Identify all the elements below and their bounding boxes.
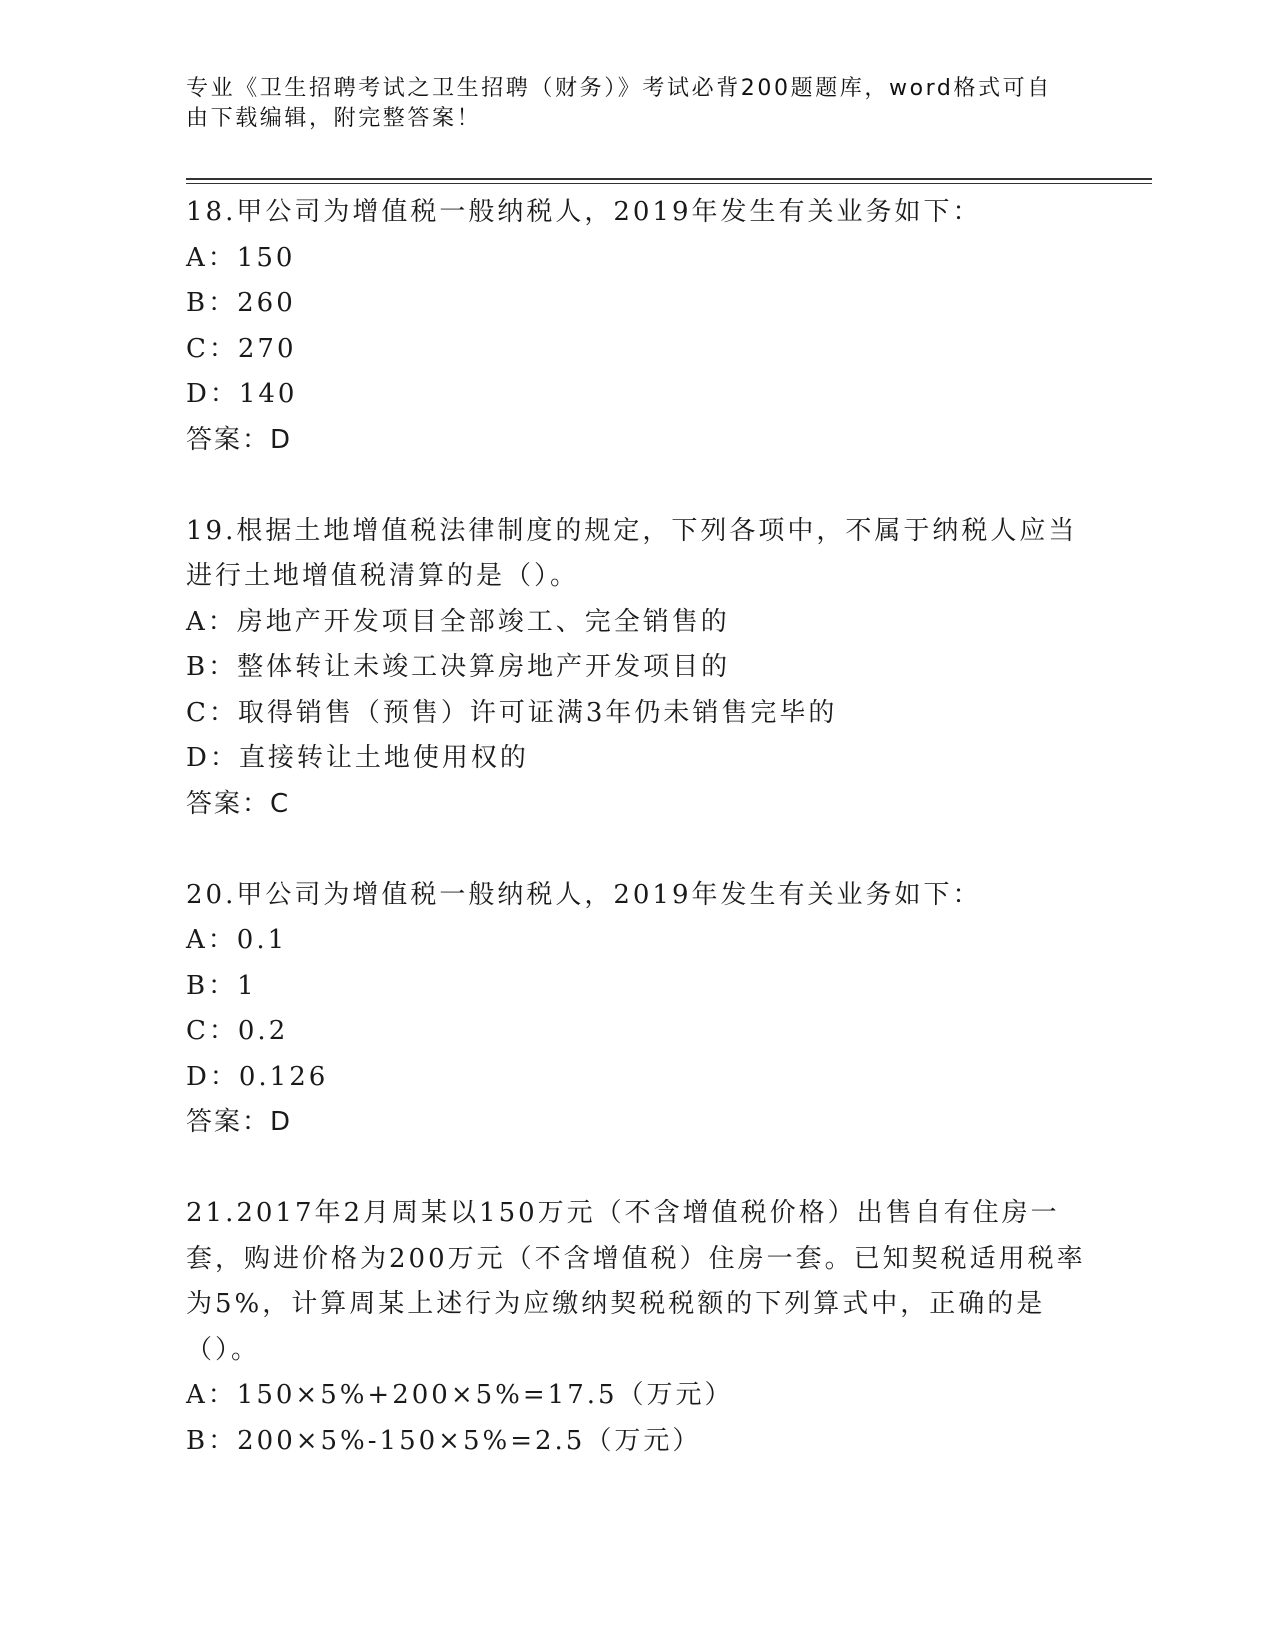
option-c: C：270	[186, 333, 297, 364]
option-a: A：150×5%+200×5%=17.5（万元）	[186, 1380, 734, 1410]
answer-label: 答案：C	[186, 788, 291, 819]
option-c: C：0.2	[186, 1016, 289, 1046]
question-stem: 18.甲公司为增值税一般纳税人，2019年发生有关业务如下：	[186, 197, 982, 227]
option-d: D：140	[186, 379, 298, 409]
option-a: A：房地产开发项目全部竣工、完全销售的	[186, 606, 730, 637]
question-list	[186, 190, 1086, 1464]
option-b: B：整体转让未竣工决算房地产开发项目的	[186, 652, 731, 682]
option-a: A：150	[186, 242, 296, 273]
option-d: D：直接转让土地使用权的	[186, 743, 529, 773]
option-b: B：1	[186, 970, 257, 1001]
question-21	[186, 1191, 1086, 1464]
header-divider-thick	[186, 178, 1152, 180]
answer-label: 答案：D	[186, 424, 293, 455]
answer-label: 答案：D	[186, 1107, 293, 1137]
question-stem: 19.根据土地增值税法律制度的规定，下列各项中，不属于纳税人应当进行土地增值税清算的是（）。	[186, 515, 1078, 591]
option-b: B：200×5%-150×5%=2.5（万元）	[186, 1425, 702, 1456]
option-c: C：取得销售（预售）许可证满3年仍未销售完毕的	[186, 697, 838, 728]
option-b: B：260	[186, 288, 296, 318]
question-spacer	[186, 463, 1086, 509]
question-stem: 20.甲公司为增值税一般纳税人，2019年发生有关业务如下：	[186, 879, 982, 910]
header-divider-thin	[186, 183, 1152, 184]
question-spacer	[186, 827, 1086, 873]
question-stem: 21.2017年2月周某以150万元（不含增值税价格）出售自有住房一套，购进价格为200万元（不含增值税）住房一套。已知契税适用税率为5%，计算周某上述行为应缴纳契税税额的下列算式中，正确的是（）。	[186, 1198, 1086, 1365]
question-spacer	[186, 1146, 1086, 1192]
option-d: D：0.126	[186, 1061, 329, 1092]
question-19	[186, 509, 1086, 828]
option-a: A：0.1	[186, 925, 288, 955]
document-header: 专业《卫生招聘考试之卫生招聘（财务）》考试必背200题题库，word格式可自由下载编辑，附完整答案！	[186, 76, 1052, 131]
question-18	[186, 190, 1086, 463]
question-20	[186, 873, 1086, 1146]
